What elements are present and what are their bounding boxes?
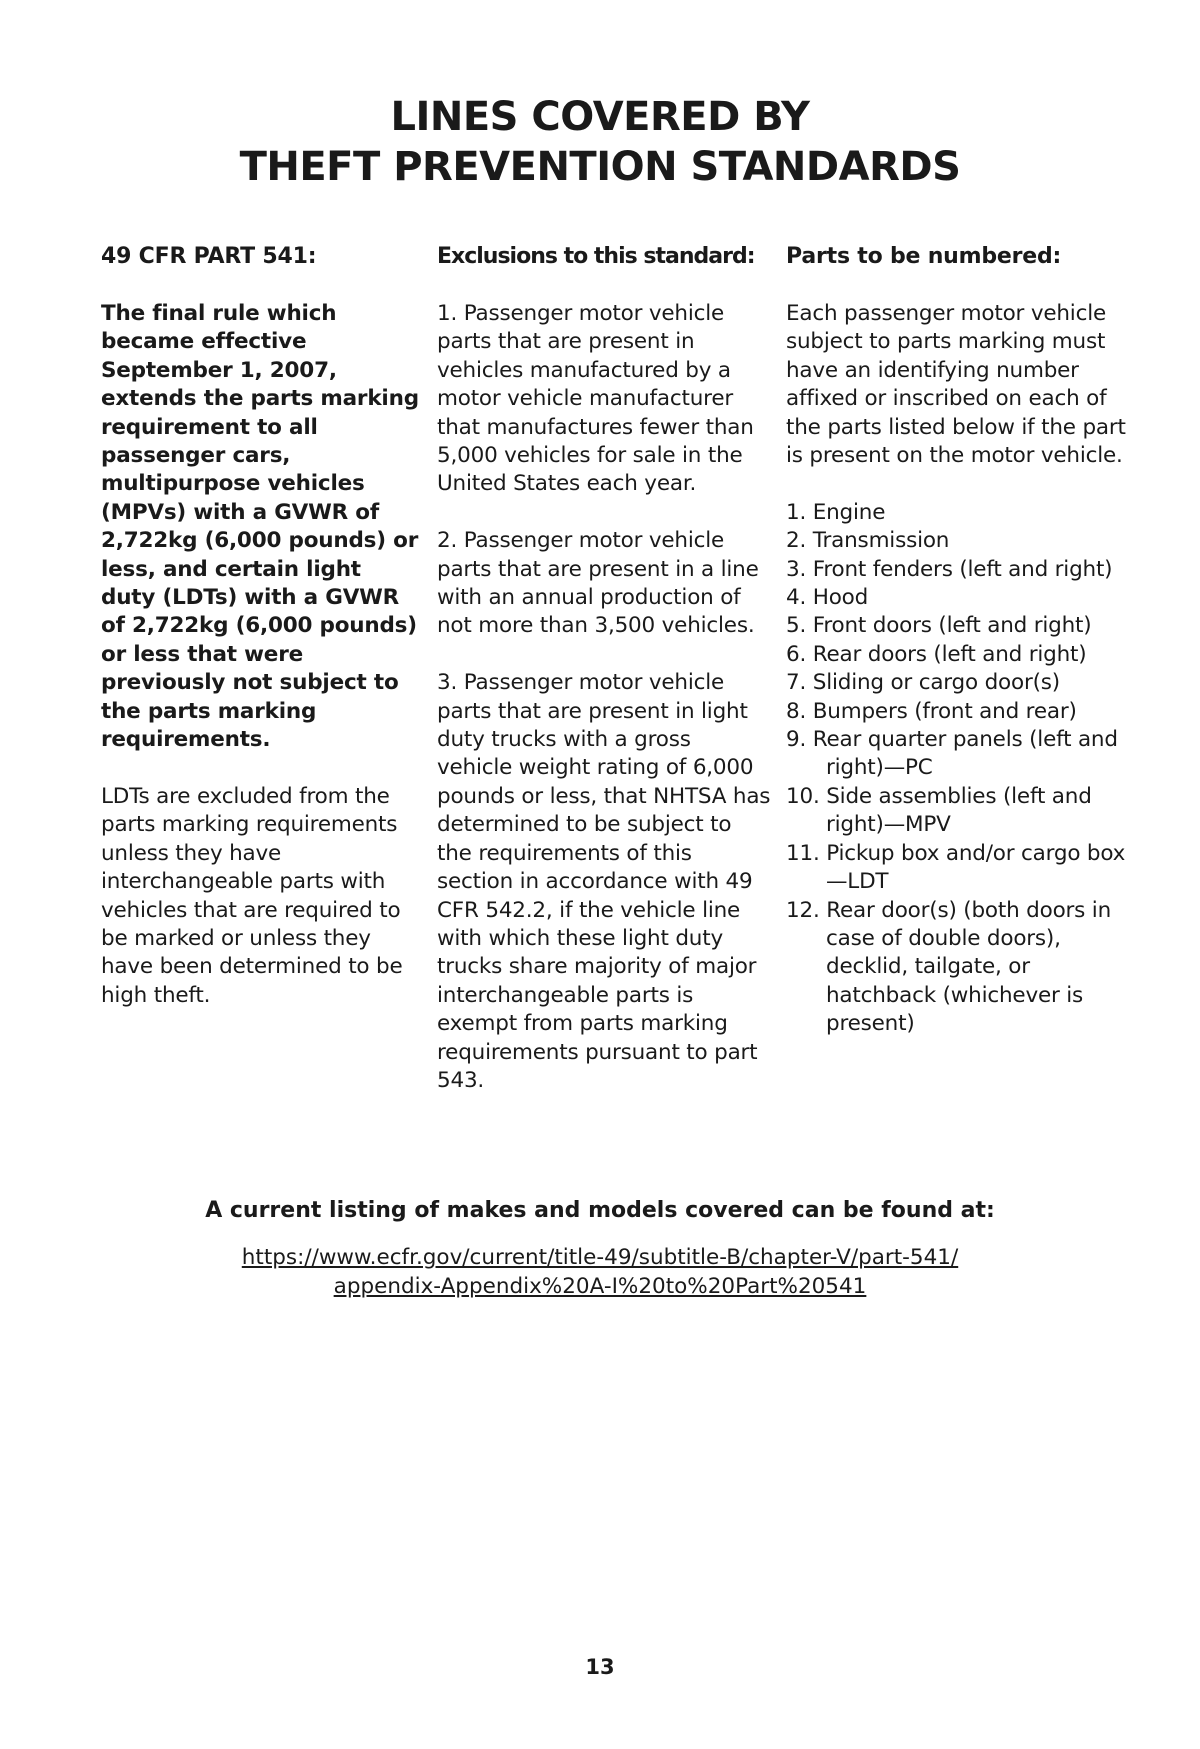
- exclusions-column: [437, 242, 772, 1124]
- final-rule-paragraph: The final rule which became effective September 1, 2007, extends the parts marking requirement to all passenger cars, multipurpose vehicles (MPVs) with a GVWR of 2,722kg (6,000 pounds) or less, and certain light duty (LDTs) with a GVWR of 2,722kg (6,000 pounds) or less that were previously not subject to the parts marking requirements.: [101, 301, 419, 753]
- exclusion-item: 2. Passenger motor vehicle parts that are present in a line with an annual production of not more than 3,500 vehicles.: [437, 528, 759, 639]
- exclusions-heading: Exclusions to this standard:: [437, 244, 755, 269]
- part-item: 7. Sliding or cargo door(s): [786, 670, 1060, 696]
- parts-to-be-numbered-column: [786, 242, 1131, 1039]
- part-item: 2. Transmission: [786, 528, 950, 554]
- listing-lead-text: A current listing of makes and models covered can be found at:: [205, 1198, 995, 1223]
- part-item: 4. Hood: [786, 585, 869, 611]
- part-item: 11. Pickup box and/or cargo box—LDT: [786, 840, 1126, 895]
- parts-list: [786, 499, 1131, 1039]
- part-item: 6. Rear doors (left and right): [786, 641, 1087, 667]
- page-title: [0, 92, 1200, 192]
- ecfr-link-line-2[interactable]: appendix-Appendix%20A-I%20to%20Part%20541: [333, 1274, 867, 1299]
- part-item: 1. Engine: [786, 499, 886, 525]
- parts-heading: Parts to be numbered:: [786, 244, 1062, 269]
- page-title-line-2: THEFT PREVENTION STANDARDS: [239, 144, 961, 190]
- page-title-line-1: LINES COVERED BY: [390, 94, 810, 140]
- parts-intro-paragraph: Each passenger motor vehicle subject to parts marking must have an identifying number affixed or inscribed on each of the parts listed below if the part is present on the motor vehicle.: [786, 301, 1126, 469]
- part-item: 10. Side assemblies (left and right)—MPV: [786, 783, 1092, 838]
- page-number: 13: [585, 1655, 615, 1679]
- part-item: 8. Bumpers (front and rear): [786, 698, 1077, 724]
- part-item: 5. Front doors (left and right): [786, 613, 1092, 639]
- part-item: 3. Front fenders (left and right): [786, 556, 1113, 582]
- ldt-exclusion-paragraph: LDTs are excluded from the parts marking requirements unless they have interchangeable parts with vehicles that are required to be marked or unless they have been determined to be high theft.: [101, 783, 403, 1008]
- ecfr-link-line-1[interactable]: https://www.ecfr.gov/current/title-49/subtitle-B/chapter-V/part-541/: [241, 1245, 959, 1270]
- cfr-part-541-column: [101, 242, 421, 1039]
- part-item: 9. Rear quarter panels (left and right)—PC: [786, 727, 1118, 781]
- exclusion-item: 1. Passenger motor vehicle parts that are present in vehicles manufactured by a motor vehicle manufacturer that manufactures fewer than 5,000 vehicles for sale in the United States each year.: [437, 301, 754, 497]
- part-item: 12. Rear door(s) (both doors in case of double doors), decklid, tailgate, or hatchback (whichever is present): [786, 897, 1111, 1037]
- cfr-part-541-heading: 49 CFR PART 541:: [101, 244, 317, 269]
- exclusion-item: 3. Passenger motor vehicle parts that are present in light duty trucks with a gross vehicle weight rating of 6,000 pounds or less, that NHTSA has determined to be subject to the requirements of this section in accordance with 49 CFR 542.2, if the vehicle line with which these light duty trucks share majority of major interchangeable parts is exempt from parts marking requirements pursuant to part 543.: [437, 670, 771, 1093]
- ecfr-listing-link[interactable]: [0, 1243, 1200, 1301]
